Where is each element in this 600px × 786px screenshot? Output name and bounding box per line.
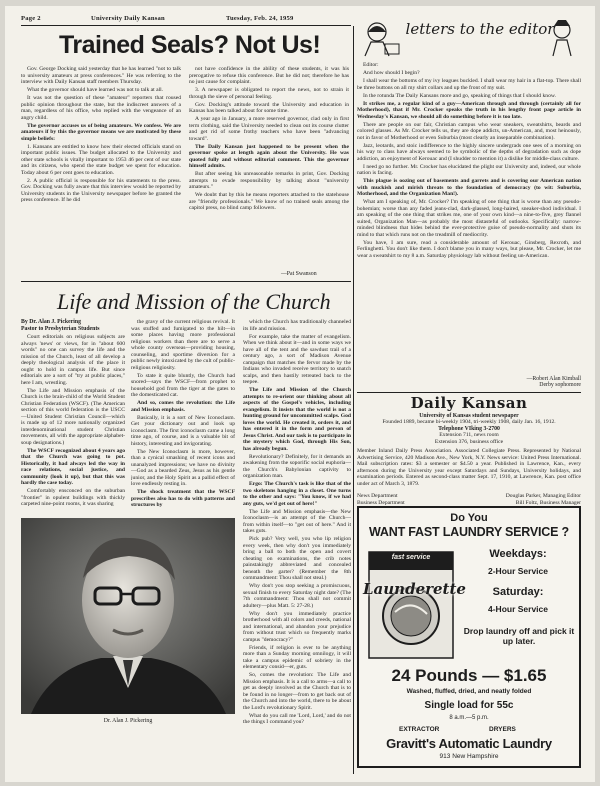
masthead-body: Member Inland Daily Press Association. Associated Collegiate Press. Represented by National Advertising Service, 420 Madison Ave., New York, N.Y. News service: United Press International. Mail subscription rates: $3 a semester or $4.50 a year. Published in Lawrence, Kan., every afternoon during the University year except Saturdays and Sundays, University holidays, and examination periods. Entered as second-class matter Sept. 17, 1910, at Lawrence, Kan. post office under act of March 3, 1879. xyxy=(357,448,581,487)
author-photo xyxy=(21,518,235,714)
masthead-extension-news: Extension 711, news room xyxy=(439,432,499,438)
portrait-image xyxy=(21,518,235,714)
paragraph: This plague is oozing out of basements and garrets and is covering our American nation with muckish and mirish threats to the foundation of democracy (to wit: Suburbia, Motherhood, and the Organization Man!). xyxy=(357,178,581,197)
laundry-ad xyxy=(357,506,581,768)
paragraph: Why don't you immediately practice brotherhood with all colors and creeds, national and international, and abandon your prejudice from without trust which so frequently marks campus "democracy?" xyxy=(243,610,351,643)
paragraph: Friends, if religion is ever to be anything more than a Sunday morning omnilogy, it will take a campus epidemic of sobriety in the elementary consid—er, guts. xyxy=(243,644,351,670)
paragraph: I need go no further. Mr. Crocker has elucidated the plight our University and, indeed, our whole nation is facing. xyxy=(357,163,581,176)
paragraph: Gov. Docking's attitude toward the University and education in Kansas has been talked about for some time. xyxy=(189,101,349,114)
letter-signature xyxy=(505,376,581,388)
paragraph: not have confidence in the ability of these students, it was his prerogative to refuse this conference. But he did not; therefore he has no just cause for complaint. xyxy=(189,66,349,85)
page-header xyxy=(21,15,351,24)
staff-role: Business Department xyxy=(357,499,405,506)
paragraph: The governor accuses us of being amateurs. We confess. We are amateurs if by this the governor means we are motivated by these simple beliefs: xyxy=(21,122,181,142)
paragraph: It was not the question of these "amateur" reporters that roused public opinion throughout the state, but the indiscreet answers of a man, regardless of his office, who replied with the vengeance of an angry child. xyxy=(21,95,181,121)
issue-date: Tuesday, Feb. 24, 1959 xyxy=(226,15,294,22)
column-divider xyxy=(353,26,354,774)
ad-single-load: Single load for 55c xyxy=(424,700,514,711)
paragraph: Basically, it is a sort of New Iconoclasm. Get your dictionary out and look up iconoclasm. The first iconoclasm came a long time ago, of course, and is a valuable bit of history, interesting and invigorating. xyxy=(131,414,235,447)
ad-address: 913 New Hampshire xyxy=(439,753,499,760)
paragraph: You have, I am sure, read a considerable amount of Kerouac, Ginsberg, Rexroth, and Ferlinghetti. You don't like them. I don't blame you in many ways, but please, Mr. Crocker, let me wear a sweatshirt to my 8 a.m. Saturday physiology lab without feeling un-American. xyxy=(357,239,581,259)
paragraph: What the governor should have learned was not to talk at all. xyxy=(27,87,164,93)
paragraph: To state it quite bluntly, the Church had snored—says the WSCF—from prophet to household god from the tiger at the gates to the domesticated cat. xyxy=(131,372,235,398)
signature-title: Derby sophomore xyxy=(539,382,581,388)
paragraph: A year ago in January, a more reserved governor, clad only in first term clothing, said the University needed to clean out its course clutter and get rid of some frothy teachers who have been "advancing toward". xyxy=(189,116,349,142)
paragraph: The New Iconoclasm is more, however, than a cynical smashing of recent icons and unanalyzed impressions; we have no divinity—God as a bearded Zeus, Jesus as his gentle junior, and the Holy Spirit as a pallid effect of love endlessly resting in. xyxy=(131,448,235,487)
masthead-name: Daily Kansan xyxy=(410,394,528,412)
washer-illustration xyxy=(363,544,466,660)
paragraph: the gravy of the current religious revival. It was stuffed and fumigated to the hilt—in some places having more professional religious workers than there are to serve a whole county overseas—providing housing, counseling, and sportime diversion for a public newly intoxicated by the cult of public-religious religiosity. xyxy=(131,319,235,371)
trained-seals-byline: —Pat Swanson xyxy=(281,271,317,277)
paragraph: The Life and Mission of the Church attempts to re-orient our thinking about all aspects of the Gospel's vehicles, including evangelism. It insists that the world is not a hunting ground for uncommitted scalps. God loves the world. He created it, orders it, and has entered it in the form and person of Jesus Christ. And our task is to participate in the mystery which God, through His Son, has already begun. xyxy=(243,387,351,452)
paragraph: Ergo: The Church's task is like that of the two skeletons hanging in a closet. One turns to the other and says: "You know, if we had any guts, we'd get out of here!" xyxy=(243,481,351,507)
ad-saturday-service: 4-Hour Service xyxy=(488,604,548,614)
washing-machine-icon xyxy=(363,544,466,660)
paragraph: The Daily Kansan just happened to be present when the governor spoke at length again about the University. He was quoted fully and without editorial comment. This the governor himself admits. xyxy=(189,143,349,169)
letter-body xyxy=(357,62,581,374)
trained-seals-column-1 xyxy=(21,66,181,278)
section-rule xyxy=(21,281,351,282)
ad-brand: Launderette xyxy=(363,580,466,598)
paragraph: But after seeing his unreasonable remarks in print, Gov. Docking attempts to evade responsibility by talking about "university amateurs." xyxy=(189,171,349,190)
paragraph: The Life and Mission emphasis of the Church is the brain-child of the World Student Christian Federation (WSCF). (The American section of this world federation is the USCC—United Student Christian Council—which is made up of 12 more nationally organized interdenominational student Christian movements, all with the appropriate alphabet-soup designations.) xyxy=(21,387,125,446)
life-mission-column-3 xyxy=(243,319,351,771)
ad-price: 24 Pounds — $1.65 xyxy=(391,666,547,685)
ad-store-name: Gravitt's Automatic Laundry xyxy=(386,736,552,751)
paragraph: For example, take the matter of evangelism. When we think about it—and in some ways we have all of the tent and the sawdust trail of a century ago, a sort of Madison Avenue campaign that matches the fervor made by the Indians who invaded receive territory to snatch scalps, and then hastily retreated back to the teepee. xyxy=(243,333,351,385)
paragraph: Comfortably ensconced on the suburban "frontier" in opulent buildings with thickly carpeted nine-point rooms, it was sharing xyxy=(21,488,125,507)
headline-trained-seals: Trained Seals? Not Us! xyxy=(59,31,321,59)
paragraph: What do you call me 'Lord, Lord,' and do not the things I command you? xyxy=(243,712,351,725)
paragraph: Pick pub? Very well, you who lip religion every week, then why don't you immediately bring a ball to both the open and covert cheating on examinations, the crib notes painstakingly abbreviated and concealed beneath the garter? (Remember the 8th commandment: Thou shall not steal.) xyxy=(243,536,351,581)
paragraph: Why don't you stop seeking a promiscuous, sexual finish to every Saturday night date? (The 7th commandment: Thou shall not commit adultery—plus Matt. 5: 27-28.) xyxy=(243,583,351,609)
trained-seals-column-2 xyxy=(189,66,349,272)
masthead-subtitle: University of Kansas student newspaper xyxy=(419,413,519,419)
ad-extractor: EXTRACTOR xyxy=(399,726,440,733)
paragraph: There are people on our fair, Christian campus who wear sneakers, sweatshirts, beards and colored glasses. As Mr. Crocker tells us, they are dope addicts, un-American, and, most heinously, not in favor of Motherhood or even Suburbia (most clearly an inseparable combination). xyxy=(357,121,581,141)
paragraph: Editor: xyxy=(363,62,379,68)
letters-logo xyxy=(357,16,583,60)
ad-weekdays: Weekdays: xyxy=(489,548,547,560)
ad-price-detail: Washed, fluffed, dried, and neatly folded xyxy=(406,688,532,695)
ad-headline: WANT FAST LAUNDRY SERVICE ? xyxy=(369,525,569,539)
paragraph: The WSCF recognized about 4 years ago that the Church was going to pot. Historically, it had always led the way in race relations, social justice, and community (look it up), but that this was hardly the case today. xyxy=(21,447,125,486)
newspaper-page xyxy=(5,6,595,782)
staff-name: Douglas Parker, Managing Editor xyxy=(505,493,581,499)
paragraph: Jazz, leotards, and stoic indifference to the highly sincere undergrads one sees of a morning on his way to class have always seemed to be symbolic of the depths of degradation such as dope addiction, an enjoyment of Kerouac and (I shudder to mention it) a dislike for middle-class culture. xyxy=(357,142,581,162)
paragraph: Gov. George Docking said yesterday that he has learned "not to talk to university amateurs at press conferences." He was referring to the interview with Daily Kansan staff members Thursday. xyxy=(21,66,181,85)
paragraph: The Life and Mission emphasis—the New Iconoclasm—is an attempt of the Church—from within itself—to "get out of here." And it takes guts. xyxy=(243,508,351,534)
paragraph: We doubt that by this he means reporters attached to the statehouse are "friendly professionals." We know of no trained seals among the capitol press, no blind camp followers. xyxy=(189,192,349,211)
masthead-telephone: Telephone VIking 3-2700 xyxy=(438,425,500,432)
masthead-founded: Founded 1889, became bi-weekly 1904, tri-weekly 1908, daily Jan. 16, 1912. xyxy=(382,419,556,425)
staff-name: Bill Foltz, Business Manager xyxy=(515,499,581,506)
paragraph: 3. A newspaper is obligated to report the news, not to strain it through the sieve of personal feeling. xyxy=(189,87,349,100)
paragraph: The shock treatment that the WSCF prescribes also has to do with patterns and structures by xyxy=(131,489,235,508)
signature-name: —Robert Alan Kimball xyxy=(526,376,581,382)
life-mission-column-2 xyxy=(131,319,235,515)
paragraph: It strikes me, a regular kind of a guy—American through and through (certainly all for Motherhood), that if Mr. Crocker speaks the truth in his lengthy front page article in Wednesday's Kansan, we should all do something before it is too late. xyxy=(357,100,581,120)
photo-caption: Dr. Alan J. Pickering xyxy=(103,718,153,724)
ad-badge: fast service xyxy=(391,554,431,561)
masthead-rule xyxy=(357,392,581,393)
headline-life-mission: Life and Mission of the Church xyxy=(57,289,331,314)
staff-role: News Department xyxy=(357,493,398,499)
header-rule xyxy=(21,25,351,26)
paragraph: Revolutionary? Definitely, for it demands an awakening from the soporific social euphoria—the Church's Babylonian captivity to organization man. xyxy=(243,453,351,479)
ad-hours: 8 a.m.—5 p.m. xyxy=(449,715,489,721)
masthead-extension-business: Extension 376, business office xyxy=(434,438,504,445)
paragraph: So, comes the revolution: The Life and Mission emphasis. It is a call to arms—a call to get as deeply involved as the Church that is to be found in no longer—from to get back out of the Church and into the world, there to be about the Lord's revolutionary Spirit. xyxy=(243,672,351,711)
paragraph: 1. Kansans are entitled to know how their elected officials stand on important public issues. The budget allocated to the University and other state schools is vitally important to 1953 46 per cent of our state and its citizens, who spend the state budget we spent for education. Today about 6 per cent goes to education. xyxy=(21,143,181,176)
author-name: By Dr. Alan J. Pickering xyxy=(21,319,82,325)
life-mission-byline xyxy=(21,319,125,332)
paragraph: 2. A public official is responsible for his statements to the press. Gov. Docking was fully aware that this interview would be reported by University students in the University newspaper before he granted the press conference. If he did xyxy=(21,177,181,203)
ad-dryers: DRYERS xyxy=(489,726,516,733)
paper-name: University Daily Kansan xyxy=(91,15,165,22)
letters-logo-text: letters to the editor xyxy=(405,20,555,38)
paragraph: Court editorials on religious subjects are always 'news' or views, for in "about 600 words" no one can survey the life and the mission of the Church, least of all develop a deeply theological analysis of the place it ought to hold in campus life. But since editorials are a sort of "try at public places," here I am, wrestling. xyxy=(21,334,125,386)
paragraph: And so, comes the revolution: the Life and Mission emphasis. xyxy=(131,400,235,413)
author-title: Pastor to Presbyterian Students xyxy=(21,325,100,332)
ad-weekdays-service: 2-Hour Service xyxy=(488,566,548,576)
ad-saturday: Saturday: xyxy=(492,586,544,598)
ad-do-you: Do You xyxy=(450,512,488,524)
paragraph: I shall wear the bottoms of my ivy leagues buckled. I shall wear my hair in a flat-top. There shall be three buttons on all my shirt collars and up the front of my suit. xyxy=(357,78,581,91)
paragraph: In the rotunda The Daily Kansans more and go, speaking of things that I should know. xyxy=(363,92,556,99)
paragraph: And how should I begin? xyxy=(363,70,420,76)
paragraph: What am I speaking of, Mr. Crocker? I'm speaking of one thing that is worse than any pseudo-bohemian; worse than any faded jeans-clad, dark-glassed, long-haired, sneaker-shod individual. I am speaking of the one thing that strikes me, one of your own kind—a nine-to-five, grey flannel suited, Organization Man—as probably the most distasteful of outlooks. Specifically: narrow-minded blindness that hides behind the ever-protective guise of pseudo-normality and shuts its mind to that which runs not on the treadmill of mediocrity. xyxy=(357,199,581,238)
ad-drop-off: Drop laundry off and pick it up later. xyxy=(463,626,575,646)
life-mission-column-1 xyxy=(21,334,125,514)
masthead xyxy=(357,394,581,513)
paragraph: which the Church has traditionally channeled its life and mission. xyxy=(243,319,351,332)
page-number: Page 2 xyxy=(21,15,41,22)
